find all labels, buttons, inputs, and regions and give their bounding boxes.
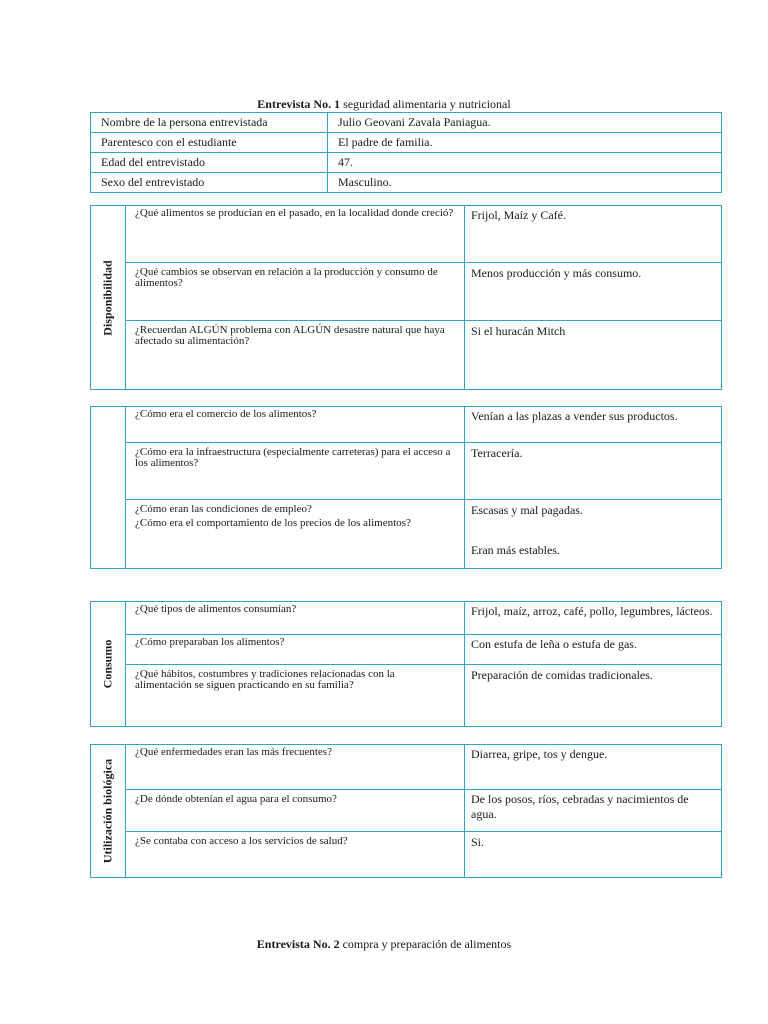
question-cell: ¿Qué alimentos se producían en el pasado, en la localidad donde creció? xyxy=(125,206,465,262)
interviewee-info-table xyxy=(90,112,722,193)
table-row xyxy=(125,407,721,443)
question-cell: ¿Qué tipos de alimentos consumían? xyxy=(125,602,465,634)
question-cell: ¿Qué hábitos, costumbres y tradiciones relacionadas con la alimentación se siguen practicando en su familia? xyxy=(125,665,465,726)
table-row xyxy=(125,790,721,832)
answer-cell: Si el huracán Mitch xyxy=(471,324,566,338)
section-sidebar xyxy=(91,745,126,877)
interview-2-title: Entrevista No. 2 compra y preparación de alimentos xyxy=(256,937,512,951)
table-row xyxy=(125,500,721,568)
answer-cell: Venían a las plazas a vender sus productos. xyxy=(471,409,678,423)
info-row xyxy=(91,153,722,173)
section-sidebar xyxy=(91,206,126,389)
question-cell: ¿Cómo preparaban los alimentos? xyxy=(125,635,465,664)
answer-cell: Escasas y mal pagadas. Eran más estables. xyxy=(471,503,583,557)
info-value: 47. xyxy=(328,153,722,173)
question-cell: ¿Cómo eran las condiciones de empleo? ¿Cómo era el comportamiento de los precios de los alimentos? xyxy=(125,500,465,568)
info-value: Julio Geovani Zavala Paniagua. xyxy=(328,113,722,133)
table-row xyxy=(125,602,721,635)
answer-cell: Diarrea, gripe, tos y dengue. xyxy=(471,747,608,761)
question-cell: ¿Recuerdan ALGÚN problema con ALGÚN desastre natural que haya afectado su alimentación? xyxy=(125,321,465,389)
table-row xyxy=(125,263,721,321)
section-label: Consumo xyxy=(100,639,115,689)
info-value: Masculino. xyxy=(328,173,722,193)
table-row xyxy=(125,665,721,726)
question-cell: ¿Qué cambios se observan en relación a la producción y consumo de alimentos? xyxy=(125,263,465,320)
answer-cell: Terracería. xyxy=(471,446,523,460)
question-cell: ¿Qué enfermedades eran las más frecuentes? xyxy=(125,745,465,789)
section-disponibilidad xyxy=(90,205,722,390)
interview-1-title: Entrevista No. 1 seguridad alimentaria y nutricional xyxy=(257,97,511,111)
table-row xyxy=(125,321,721,389)
info-label: Sexo del entrevistado xyxy=(91,173,328,193)
question-cell: ¿Se contaba con acceso a los servicios de salud? xyxy=(125,832,465,877)
section-consumo xyxy=(90,601,722,727)
info-label: Edad del entrevistado xyxy=(91,153,328,173)
section-label: Disponibilidad xyxy=(100,259,115,336)
question-cell: ¿Cómo era la infraestructura (especialmente carreteras) para el acceso a los alimentos? xyxy=(125,443,465,499)
section-acceso xyxy=(90,406,722,569)
section-sidebar xyxy=(91,602,126,726)
info-label: Nombre de la persona entrevistada xyxy=(91,113,328,133)
section-label: Utilización biológica xyxy=(100,758,115,864)
answer-cell: De los posos, ríos, cebradas y nacimientos de agua. xyxy=(471,792,689,821)
question-cell: ¿De dónde obtenían el agua para el consumo? xyxy=(125,790,465,831)
question-cell: ¿Cómo era el comercio de los alimentos? xyxy=(125,407,465,442)
table-row xyxy=(125,206,721,263)
info-value: El padre de familia. xyxy=(328,133,722,153)
answer-cell: Frijol, Maíz y Café. xyxy=(471,208,566,222)
answer-cell: Frijol, maíz, arroz, café, pollo, legumbres, lácteos. xyxy=(471,604,713,618)
section-sidebar xyxy=(91,407,126,568)
info-row xyxy=(91,173,722,193)
table-row xyxy=(125,635,721,665)
answer-cell: Con estufa de leña o estufa de gas. xyxy=(471,637,637,651)
table-row xyxy=(125,443,721,500)
answer-cell: Menos producción y más consumo. xyxy=(471,266,642,280)
answer-cell: Si. xyxy=(471,835,485,849)
info-row xyxy=(91,133,722,153)
table-row xyxy=(125,745,721,790)
section-utilizacion-biologica xyxy=(90,744,722,878)
info-row xyxy=(91,113,722,133)
answer-cell: Preparación de comidas tradicionales. xyxy=(471,668,653,682)
info-label: Parentesco con el estudiante xyxy=(91,133,328,153)
table-row xyxy=(125,832,721,877)
